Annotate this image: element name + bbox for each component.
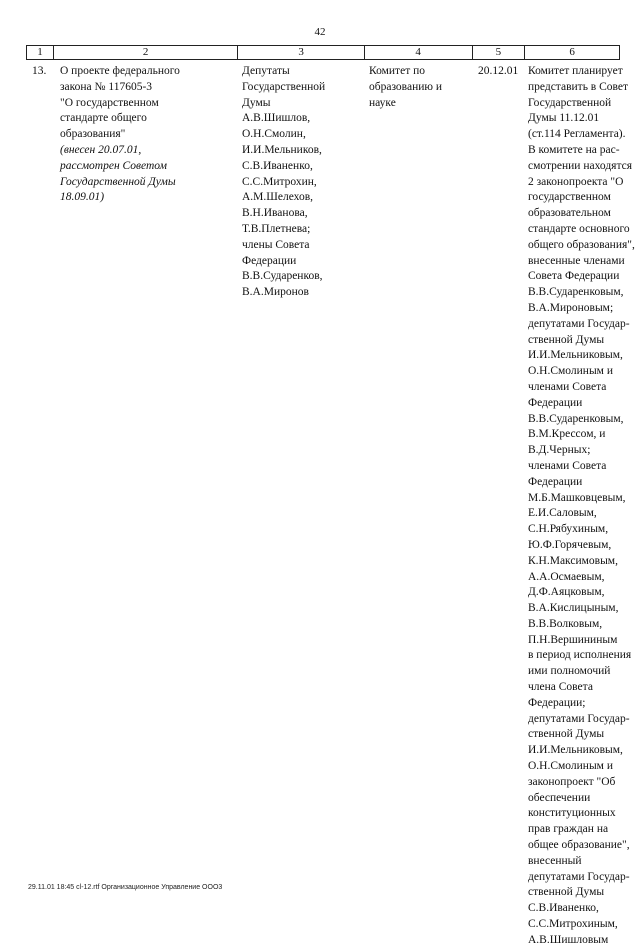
author-line: С.С.Митрохин,: [242, 175, 317, 188]
status-line: В.А.Кислицыным,: [528, 602, 619, 615]
header-cell-5: 5: [473, 46, 526, 59]
status-line: К.Н.Максимовым,: [528, 554, 618, 567]
status-line: Совета Федерации: [528, 270, 620, 283]
author-line: Государственной: [242, 80, 326, 93]
status-line: прав граждан на: [528, 823, 609, 836]
status-line: законопроект "Об: [528, 775, 616, 788]
status-line: С.С.Митрохиным,: [528, 918, 618, 931]
status-line: государственном: [528, 191, 611, 204]
bill-title-line: стандарте общего: [60, 112, 147, 125]
status-line: М.Б.Машковцевым,: [528, 491, 626, 504]
status-line: Ю.Ф.Горячевым,: [528, 538, 612, 551]
status-line: в период исполнения: [528, 649, 632, 662]
status-line: И.И.Мельниковым,: [528, 744, 623, 757]
page-number: 42: [314, 26, 326, 38]
status-line: образовательном: [528, 207, 611, 220]
status-line: П.Н.Вершининым: [528, 633, 618, 646]
status-line: В.Д.Черных;: [528, 444, 591, 457]
bill-note-line: (внесен 20.07.01,: [60, 143, 142, 156]
status-line: Федерации: [528, 475, 583, 488]
status-line: Думы 11.12.01: [528, 112, 600, 125]
status-line: Государственной: [528, 96, 612, 109]
author-line: А.М.Шелехов,: [242, 191, 314, 204]
author-line: В.Н.Иванова,: [242, 207, 308, 220]
status-line: Д.Ф.Аяцковым,: [528, 586, 605, 599]
author-line: члены Совета: [242, 238, 310, 251]
status-line: И.И.Мельниковым,: [528, 349, 623, 362]
author-line: Депутаты: [242, 65, 290, 77]
author-line: И.И.Мельников,: [242, 143, 322, 156]
status-line: общее образование",: [528, 839, 630, 852]
status-line: члена Совета: [528, 681, 593, 694]
bill-title-line: "О государственном: [60, 96, 159, 109]
header-cell-3: 3: [238, 46, 365, 59]
status-line: В.А.Мироновым;: [528, 301, 614, 314]
status-line: обеспечении: [528, 791, 591, 804]
status-line: В.В.Сударенковым,: [528, 412, 624, 425]
status-line: депутатами Государ-: [528, 870, 630, 883]
status-line: смотрении находятся: [528, 159, 633, 172]
bill-authors: [238, 64, 365, 949]
bill-note-line: 18.09.01): [60, 191, 105, 204]
header-cell-4: 4: [365, 46, 473, 59]
status-line: конституционных: [528, 807, 616, 820]
status-line: А.А.Осмаевым,: [528, 570, 605, 583]
status-line: В.М.Крессом, и: [528, 428, 606, 441]
committee-line: Комитет по: [369, 65, 425, 77]
header-cell-6: 6: [569, 46, 575, 58]
committee-line: науке: [369, 96, 396, 109]
status-line: Федерации: [528, 396, 583, 409]
status-line: ственной Думы: [528, 333, 605, 346]
author-line: Федерации: [242, 254, 297, 267]
header-cell-2: 2: [54, 46, 238, 59]
status-line: Е.И.Саловым,: [528, 507, 597, 520]
author-line: А.В.Шишлов,: [242, 112, 311, 125]
status-line: депутатами Государ-: [528, 317, 630, 330]
status-line: Федерации;: [528, 696, 586, 709]
status-line: С.В.Иваненко,: [528, 902, 599, 915]
header-cell-1: 1: [27, 46, 54, 59]
planned-date: 20.12.01: [478, 65, 519, 77]
bill-note-line: Государственной Думы: [60, 175, 176, 188]
status-line: стандарте основного: [528, 222, 630, 235]
bill-title-line: образования": [60, 128, 126, 141]
status-line: ственной Думы: [528, 886, 605, 899]
status-line: членами Совета: [528, 459, 607, 472]
status-line: (ст.114 Регламента).: [528, 128, 626, 141]
bill-title-line: закона № 117605-3: [60, 80, 153, 93]
bill-note-line: рассмотрен Советом: [60, 159, 167, 172]
author-line: Думы: [242, 96, 271, 109]
status-line: представить в Совет: [528, 80, 629, 93]
row-number: 13.: [32, 65, 47, 77]
author-line: С.В.Иваненко,: [242, 159, 313, 172]
status-line: О.Н.Смолиным и: [528, 760, 613, 773]
status-line: В комитете на рас-: [528, 143, 620, 156]
status-line: внесенные членами: [528, 254, 625, 267]
status-line: Комитет планирует: [528, 65, 623, 77]
responsible-committee: [365, 64, 473, 949]
author-line: Т.В.Плетнева;: [242, 222, 311, 235]
bill-title-line: О проекте федерального: [60, 65, 180, 77]
status-line: внесенный: [528, 854, 582, 867]
status-line: 2 законопроекта "О: [528, 175, 624, 188]
status-line: В.В.Сударенковым,: [528, 286, 624, 299]
status-line: членами Совета: [528, 380, 607, 393]
status-line: В.В.Волковым,: [528, 617, 603, 630]
table-header-row: [26, 45, 620, 60]
status-line: депутатами Государ-: [528, 712, 630, 725]
document-footer: 29.11.01 18:45 cl-12.rtf Организационное Управление ООО3: [28, 884, 223, 891]
status-line: С.Н.Рябухиным,: [528, 523, 609, 536]
bill-title-cell: [53, 64, 238, 949]
bill-title: [60, 64, 234, 143]
bill-submission-note: [60, 143, 234, 206]
table-row: [26, 64, 635, 949]
committee-line: образованию и: [369, 80, 442, 93]
author-line: О.Н.Смолин,: [242, 128, 306, 141]
status-line: О.Н.Смолиным и: [528, 365, 613, 378]
author-line: В.В.Сударенков,: [242, 270, 323, 283]
bill-status: [526, 64, 635, 949]
status-line: ими полномочий: [528, 665, 611, 678]
status-line: общего образования",: [528, 238, 635, 251]
status-line: А.В.Шишловым: [528, 933, 609, 946]
author-line: В.А.Миронов: [242, 286, 309, 299]
status-line: ственной Думы: [528, 728, 605, 741]
